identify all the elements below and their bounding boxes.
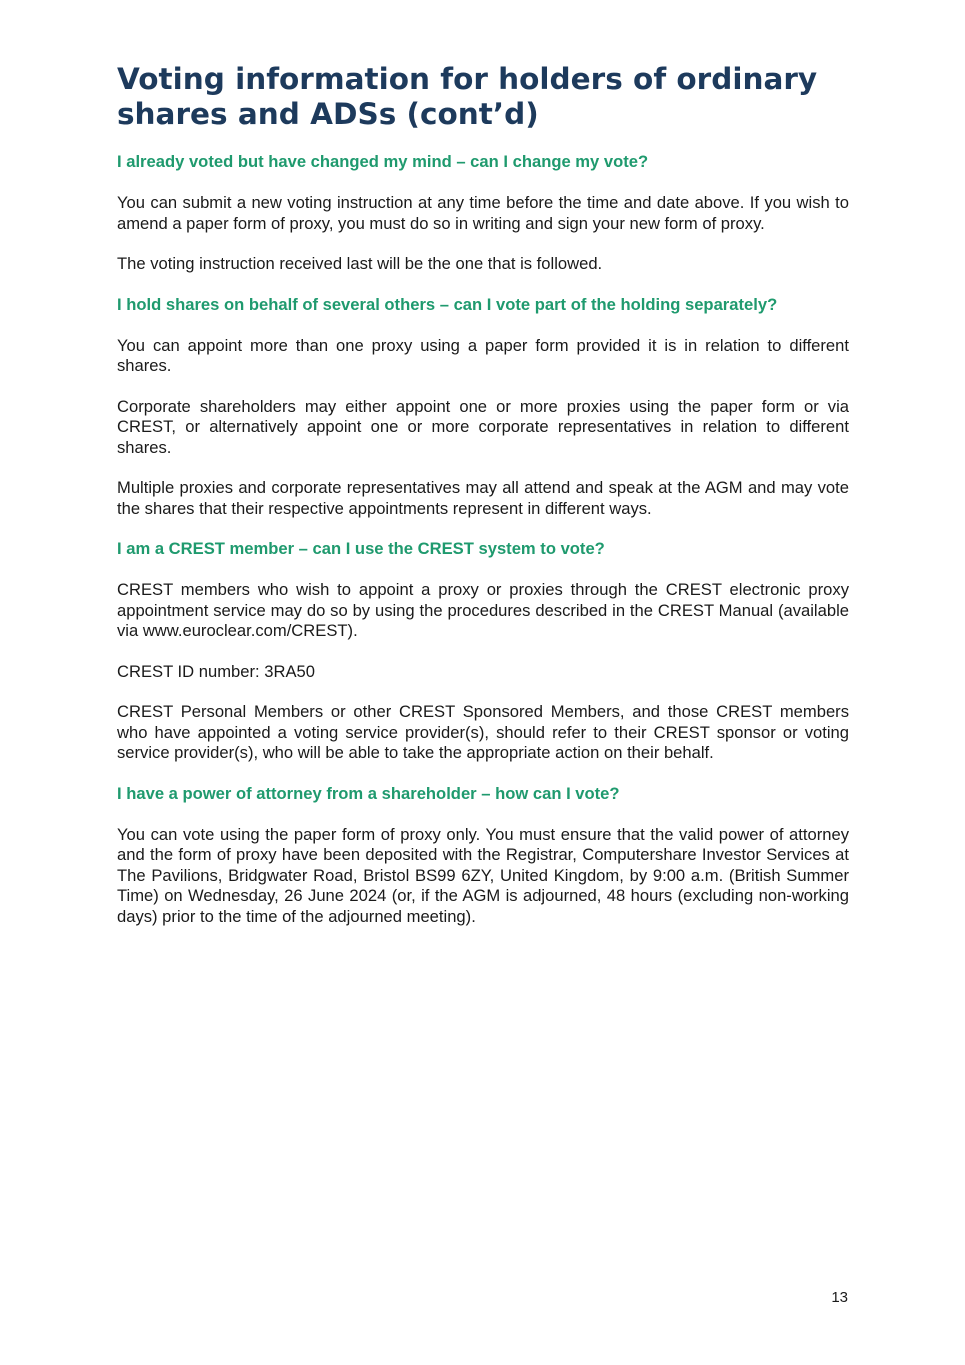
page-title: Voting information for holders of ordinary shares and ADSs (cont’d) <box>117 62 818 131</box>
paragraph: Corporate shareholders may either appoint one or more proxies using the paper form or via CREST, or alternatively appoint one or more corporate representatives in relation to different shares. <box>117 396 849 457</box>
question-crest-member: I am a CREST member – can I use the CREST system to vote? <box>117 539 605 558</box>
document-page <box>117 62 849 947</box>
paragraph: You can appoint more than one proxy using a paper form provided it is in relation to different shares. <box>117 335 849 375</box>
paragraph: CREST Personal Members or other CREST Sponsored Members, and those CREST members who have appointed a voting service provider(s), should refer to their CREST sponsor or voting service provider(s), who will be able to take the appropriate action on their behalf. <box>117 702 849 762</box>
paragraph: CREST ID number: 3RA50 <box>117 661 315 681</box>
paragraph: The voting instruction received last will be the one that is followed. <box>117 254 603 273</box>
paragraph: You can vote using the paper form of proxy only. You must ensure that the valid power of attorney and the form of proxy have been deposited with the Registrar, Computershare Investor Services at The Pavilions, Bridgwater Road, Bristol BS99 6ZY, United Kingdom, by 9:00 a.m. (British Summer Time) on Wednesday, 26 June 2024 (or, if the AGM is adjourned, 48 hours (excluding non-working days) prior to the time of the adjourned meeting). <box>117 824 849 926</box>
page-number: 13 <box>831 1289 848 1306</box>
paragraph: CREST members who wish to appoint a proxy or proxies through the CREST electronic proxy appointment service may do so by using the procedures described in the CREST Manual (available via www.euroclear.com/CREST). <box>117 580 849 640</box>
question-change-vote: I already voted but have changed my mind – can I change my vote? <box>117 152 649 171</box>
paragraph: You can submit a new voting instruction at any time before the time and date above. If you wish to amend a paper form of proxy, you must do so in writing and sign your new form of proxy. <box>117 193 849 233</box>
paragraph: Multiple proxies and corporate representatives may all attend and speak at the AGM and may vote the shares that their respective appointments represent in different ways. <box>117 478 849 518</box>
question-power-of-attorney: I have a power of attorney from a shareholder – how can I vote? <box>117 783 620 803</box>
question-vote-separately: I hold shares on behalf of several others – can I vote part of the holding separately? <box>117 294 778 314</box>
